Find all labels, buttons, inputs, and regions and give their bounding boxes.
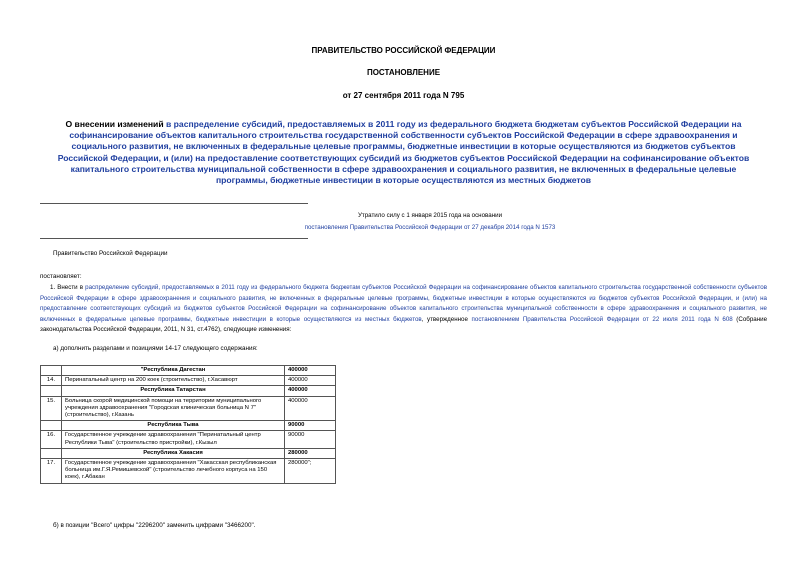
lost-force-note bbox=[300, 210, 560, 234]
table-row bbox=[41, 366, 336, 376]
divider-bottom bbox=[40, 238, 308, 239]
table-row bbox=[41, 431, 336, 448]
para1-end: (Собрание законодательства Российской Федерации, 2011, N 31, ст.4762), следующие изменения: bbox=[40, 315, 768, 333]
para1-start: 1. Внести в bbox=[50, 284, 86, 291]
document-type: ПОСТАНОВЛЕНИЕ bbox=[366, 68, 441, 77]
divider-top bbox=[40, 203, 308, 204]
table-cell bbox=[41, 386, 62, 396]
object-value: 280000"; bbox=[285, 459, 336, 484]
object-name: Государственное учреждение здравоохранения "Хакасская республиканская больница им.Г.Я.Ремишевской" (строительство лечебного корпуса на 150 коек), г.Абакан bbox=[62, 459, 285, 484]
object-value: 90000 bbox=[285, 431, 336, 448]
object-value: 400000 bbox=[285, 376, 336, 386]
region-name: Республика Хакасия bbox=[62, 448, 285, 458]
government-name: Правительство Российской Федерации bbox=[53, 250, 168, 257]
para1-mid: , утвержденное bbox=[421, 315, 472, 323]
object-name: Государственное учреждение здравоохранения "Перинатальный центр Республики Тыва" (строительство пристройки), г.Кызыл bbox=[62, 431, 285, 448]
region-value: 400000 bbox=[285, 386, 336, 396]
lost-force-link[interactable]: постановления Правительства Российской Федерации от 27 декабря 2014 года N 1573 bbox=[304, 224, 556, 231]
region-name: Республика Тыва bbox=[62, 421, 285, 431]
row-number: 17. bbox=[41, 459, 62, 484]
lost-force-line: Утратило силу с 1 января 2015 года на основании bbox=[357, 212, 503, 219]
title-prefix: О внесении изменений bbox=[65, 119, 166, 129]
region-name: Республика Татарстан bbox=[62, 386, 285, 396]
para1-link-resolution[interactable]: постановлением Правительства Российской Федерации от 22 июля 2011 года N 608 bbox=[471, 315, 733, 323]
row-number: 15. bbox=[41, 396, 62, 421]
table-row bbox=[41, 376, 336, 386]
table-cell bbox=[41, 366, 62, 376]
point-a: а) дополнить разделами и позициями 14-17 следующего содержания: bbox=[53, 345, 258, 352]
object-name: Перинатальный центр на 200 коек (строительство), г.Хасавюрт bbox=[62, 376, 285, 386]
row-number: 14. bbox=[41, 376, 62, 386]
para1-link-distribution[interactable]: распределение субсидий, предоставляемых в 2011 году из федерального бюджета бюджетам субъектов Российской Федерации на софинансирование объектов капитального строительства государственной собственности субъектов Российской Федерации в сфере здравоохранения и социального развития, не включенных в федеральные целевые программы, бюджетные инвестиции в которые осуществляются из бюджетов субъектов Российской Федерации, и (или) на предоставление соответствующих субсидий из бюджетов субъектов Российской Федерации на софинансирование объектов капитального строительства муниципальной собственности в сфере здравоохранения и социального развития, не включенных в федеральные целевые программы, бюджетные инвестиции в которые осуществляются из местных бюджетов bbox=[40, 284, 767, 323]
title-link[interactable]: в распределение субсидий, предоставляемых в 2011 году из федерального бюджета бюджетам субъектов Российской Федерации на софинансирование объектов капитального строительства государственной собственности субъектов Российской Федерации в сфере здравоохранения и социального развития, не включенных в федеральные целевые программы, бюджетные инвестиции в которые осуществляются из бюджетов субъектов Российской Федерации, и (или) на предоставление соответствующих субсидий из бюджетов субъектов Российской Федерации на софинансирование объектов капитального строительства муниципальной собственности в сфере здравоохранения и социального развития, не включенных в федеральные целевые программы, бюджетные инвестиции в которые осуществляются из местных бюджетов bbox=[57, 119, 750, 186]
document-date: от 27 сентября 2011 года N 795 bbox=[342, 91, 465, 100]
region-name: "Республика Дагестан bbox=[62, 366, 285, 376]
region-value: 400000 bbox=[285, 366, 336, 376]
amendments-table bbox=[40, 365, 336, 484]
point-b: б) в позиции "Всего" цифры "2296200" заменить цифрами "3466200". bbox=[53, 522, 256, 529]
row-number: 16. bbox=[41, 431, 62, 448]
table-row bbox=[41, 448, 336, 458]
table-row bbox=[41, 421, 336, 431]
object-value: 400000 bbox=[285, 396, 336, 421]
table-row bbox=[41, 396, 336, 421]
region-value: 90000 bbox=[285, 421, 336, 431]
document-title bbox=[50, 119, 757, 186]
object-name: Больница скорой медицинской помощи на территории муниципального учреждения здравоохранения "Городская клиническая больница N 7" (строительство), г.Казань bbox=[62, 396, 285, 421]
government-heading: ПРАВИТЕЛЬСТВО РОССИЙСКОЙ ФЕДЕРАЦИИ bbox=[311, 46, 496, 55]
table-cell bbox=[41, 448, 62, 458]
decree-word: постановляет: bbox=[40, 273, 82, 280]
table-row bbox=[41, 459, 336, 484]
region-value: 280000 bbox=[285, 448, 336, 458]
paragraph-1 bbox=[40, 283, 767, 336]
table-row bbox=[41, 386, 336, 396]
table-cell bbox=[41, 421, 62, 431]
